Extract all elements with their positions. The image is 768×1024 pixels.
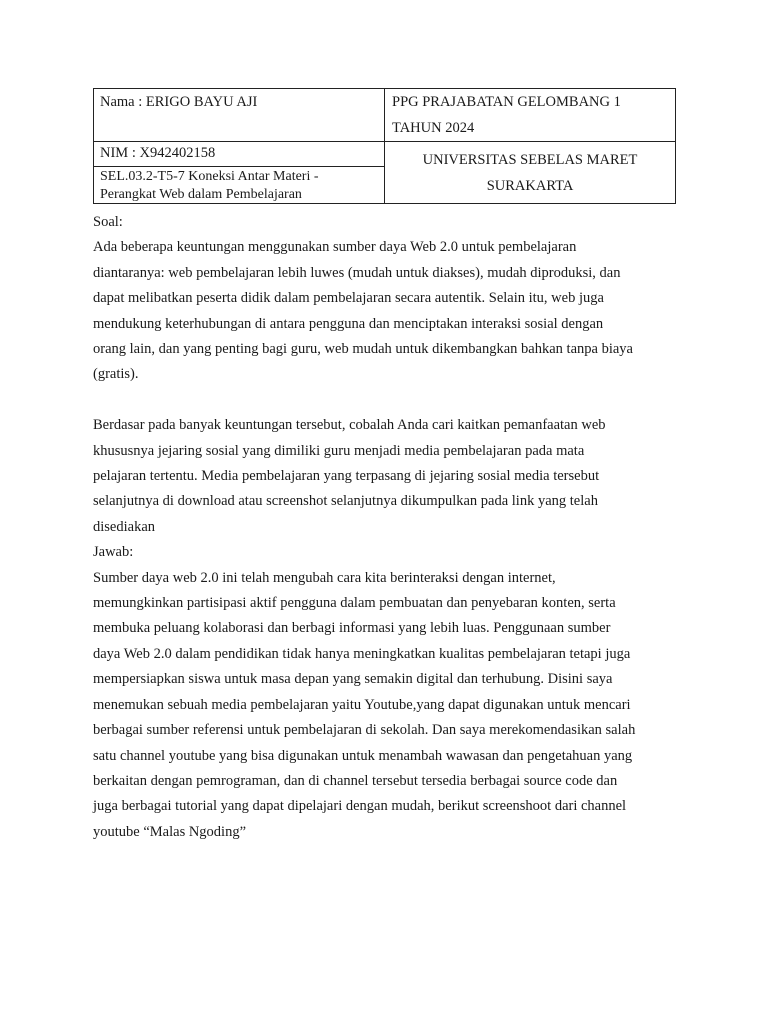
university-cell (385, 142, 676, 204)
text-line: berkaitan dengan pemrograman, dan di channel tersebut tersedia berbagai source code dan (93, 772, 618, 789)
jawab-paragraph (93, 566, 693, 845)
text-line: memungkinkan partisipasi aktif pengguna dalam pembuatan dan penyebaran konten, serta (93, 595, 616, 612)
program-title-line2: TAHUN 2024 (392, 120, 475, 136)
university-line2: SURAKARTA (486, 177, 574, 194)
program-cell (385, 89, 676, 142)
text-line: berbagai sumber referensi untuk pembelajaran di sekolah. Dan saya merekomendasikan salah (93, 722, 636, 739)
subject-line1: SEL.03.2-T5-7 Koneksi Antar Materi - (100, 169, 319, 184)
text-line: juga berbagai tutorial yang dapat dipelajari dengan mudah, berikut screenshoot dari channel (93, 798, 627, 815)
student-name: Nama : ERIGO BAYU AJI (100, 94, 258, 110)
text-line: youtube “Malas Ngoding” (93, 823, 247, 840)
university-line1: UNIVERSITAS SEBELAS MARET (422, 151, 638, 168)
text-line: Berdasar pada banyak keuntungan tersebut, cobalah Anda cari kaitkan pemanfaatan web (93, 417, 606, 434)
text-line: mendukung keterhubungan di antara pengguna dan menciptakan interaksi sosial dengan (93, 315, 604, 332)
text-line: khususnya jejaring sosial yang dimiliki guru menjadi media pembelajaran pada mata (93, 442, 585, 459)
text-line: Ada beberapa keuntungan menggunakan sumber daya Web 2.0 untuk pembelajaran (93, 239, 577, 256)
text-line: membuka peluang kolaborasi dan berbagi informasi yang lebih luas. Penggunaan sumber (93, 620, 611, 637)
subject-line2: Perangkat Web dalam Pembelajaran (100, 187, 302, 202)
paragraph-gap (93, 388, 693, 413)
text-line: menemukan sebuah media pembelajaran yaitu Youtube,yang dapat digunakan untuk mencari (93, 696, 631, 713)
text-line: daya Web 2.0 dalam pendidikan tidak hanya meningkatkan kualitas pembelajaran tetapi juga (93, 645, 631, 662)
text-line: Sumber daya web 2.0 ini telah mengubah cara kita berinteraksi dengan internet, (93, 569, 556, 586)
program-title-line1: PPG PRAJABATAN GELOMBANG 1 (392, 94, 621, 110)
student-name-cell (94, 89, 385, 142)
jawab-label: Jawab: (93, 544, 134, 561)
text-line: orang lain, dan yang penting bagi guru, web mudah untuk dikembangkan bahkan tanpa biaya (93, 341, 633, 358)
text-line: dapat melibatkan peserta didik dalam pembelajaran secara autentik. Selain itu, web juga (93, 290, 604, 307)
student-nim-cell (94, 142, 385, 167)
header-table (93, 88, 676, 204)
soal-paragraph-1 (93, 235, 693, 387)
text-line: (gratis). (93, 366, 139, 383)
soal-label: Soal: (93, 214, 123, 230)
text-line: disediakan (93, 518, 156, 535)
text-line: mempersiapkan siswa untuk masa depan yang semakin digital dan terhubung. Disini saya (93, 671, 613, 688)
document-body (93, 210, 693, 845)
text-line: pelajaran tertentu. Media pembelajaran yang terpasang di jejaring sosial media tersebut (93, 468, 600, 485)
subject-cell (94, 167, 385, 204)
soal-paragraph-2 (93, 413, 693, 540)
text-line: satu channel youtube yang bisa digunakan untuk menambah wawasan dan pengetahuan yang (93, 747, 633, 764)
text-line: selanjutnya di download atau screenshot selanjutnya dikumpulkan pada link yang telah (93, 493, 598, 510)
student-nim: NIM : X942402158 (100, 145, 216, 161)
text-line: diantaranya: web pembelajaran lebih luwes (mudah untuk diakses), mudah diproduksi, dan (93, 264, 621, 281)
